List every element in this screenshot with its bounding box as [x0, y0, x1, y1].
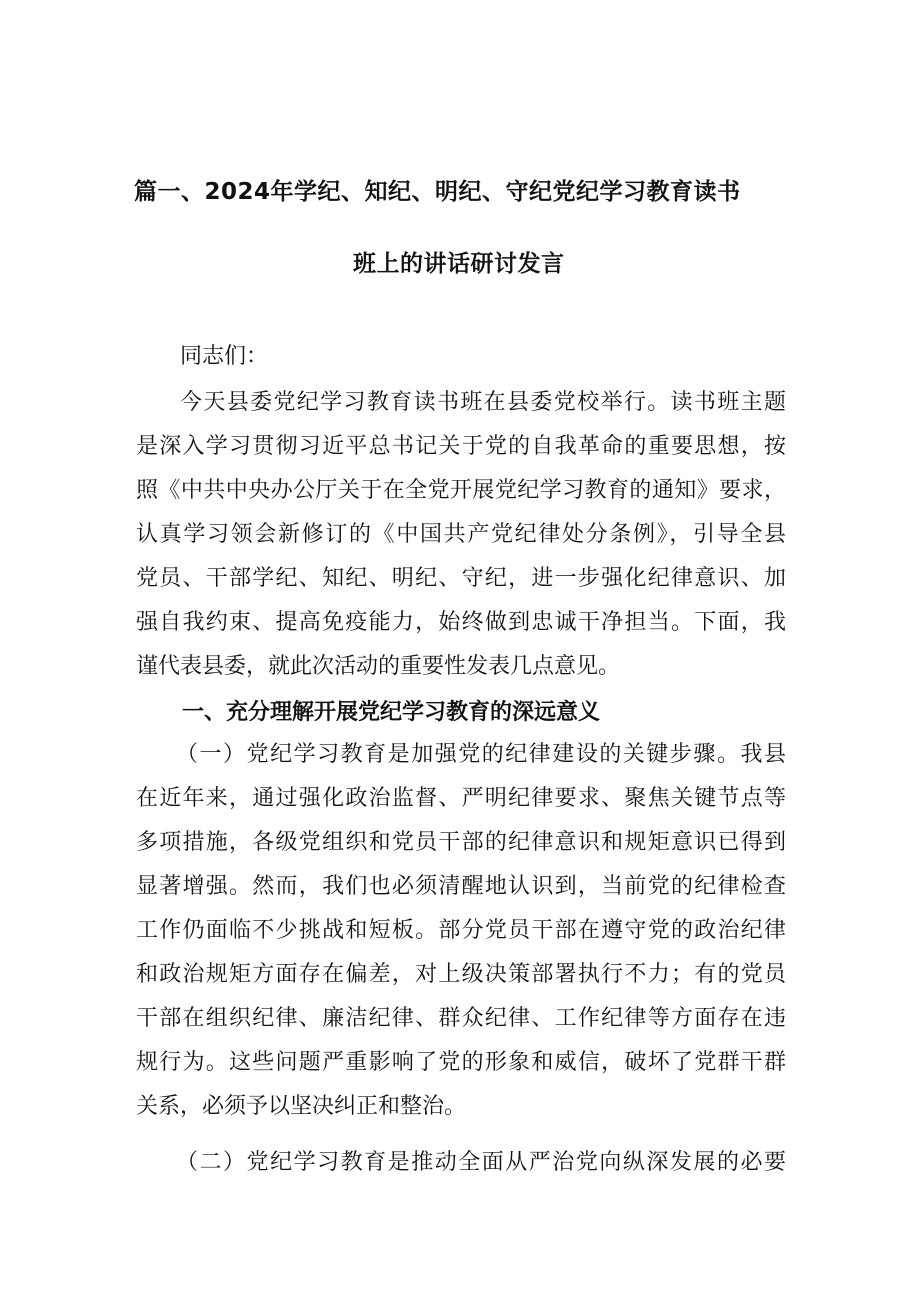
- section-heading-1: 一、充分理解开展党纪学习教育的深远意义: [182, 700, 601, 725]
- document-title-line-2: 班上的讲话研讨发言: [353, 251, 565, 277]
- intro-line: 党员、干部学纪、知纪、明纪、守纪，进一步强化纪律意识、加: [136, 566, 786, 591]
- paragraph-line: 干部在组织纪律、廉洁纪律、群众纪律、工作纪律等方面存在违: [136, 1006, 786, 1031]
- intro-line: 谨代表县委，就此次活动的重要性发表几点意见。: [136, 654, 621, 679]
- intro-line: 是深入学习贯彻习近平总书记关于党的自我革命的重要思想，按: [136, 434, 786, 459]
- document-title-line-1: 篇一、2024年学纪、知纪、明纪、守纪党纪学习教育读书: [134, 179, 741, 205]
- intro-line: 照《中共中央办公厅关于在全党开展党纪学习教育的通知》要求，: [136, 478, 786, 503]
- paragraph-line: 关系，必须予以坚决纠正和整治。: [136, 1094, 467, 1119]
- intro-line: 强自我约束、提高免疫能力，始终做到忠诚干净担当。下面，我: [136, 610, 786, 635]
- paragraph-line: （二）党纪学习教育是推动全面从严治党向纵深发展的必要: [176, 1150, 786, 1175]
- paragraph-line: 规行为。这些问题严重影响了党的形象和威信，破坏了党群干群: [136, 1050, 786, 1075]
- paragraph-line: （一）党纪学习教育是加强党的纪律建设的关键步骤。我县: [176, 742, 786, 767]
- intro-line: 认真学习领会新修订的《中国共产党纪律处分条例》，引导全县: [136, 522, 786, 547]
- paragraph-line: 和政治规矩方面存在偏差，对上级决策部署执行不力；有的党员: [136, 962, 786, 987]
- paragraph-line: 显著增强。然而，我们也必须清醒地认识到，当前党的纪律检查: [136, 874, 786, 899]
- paragraph-line: 工作仍面临不少挑战和短板。部分党员干部在遵守党的政治纪律: [136, 918, 786, 943]
- paragraph-line: 多项措施，各级党组织和党员干部的纪律意识和规矩意识已得到: [136, 830, 786, 855]
- salutation: 同志们：: [180, 344, 269, 369]
- paragraph-line: 在近年来，通过强化政治监督、严明纪律要求、聚焦关键节点等: [136, 786, 786, 811]
- intro-line: 今天县委党纪学习教育读书班在县委党校举行。读书班主题: [180, 390, 786, 415]
